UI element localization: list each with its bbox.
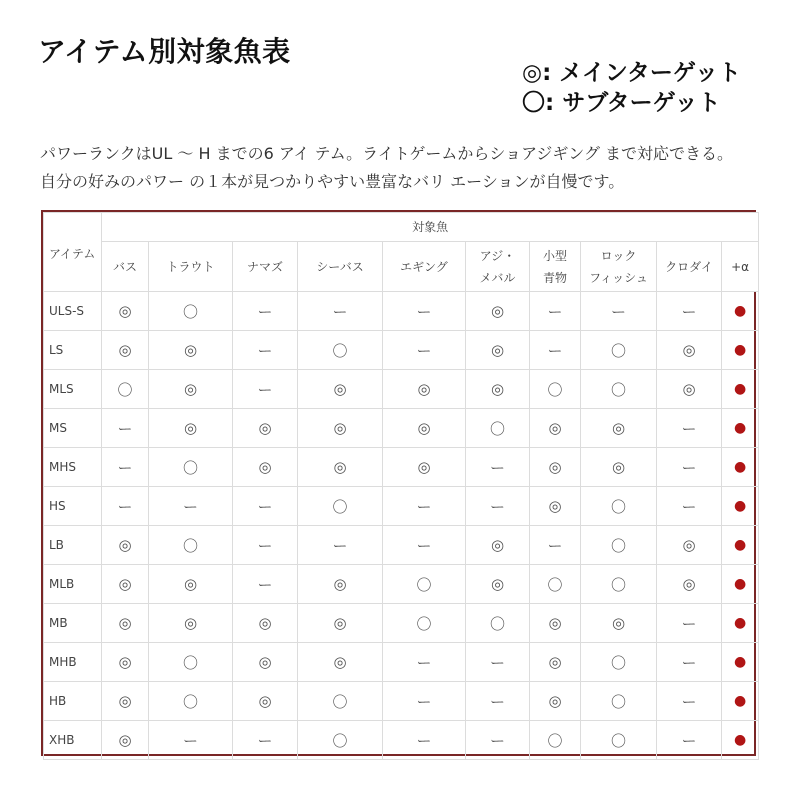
table-row (44, 448, 759, 487)
table-row (44, 370, 759, 409)
column-header-line1: クロダイ (665, 259, 713, 274)
target-mark: 〇 (581, 526, 657, 565)
target-mark: ー (657, 721, 722, 760)
target-mark: ◎ (102, 526, 149, 565)
target-mark: ◎ (466, 565, 530, 604)
column-header-line1: エギング (400, 259, 448, 274)
column-header-line1: ナマズ (246, 259, 283, 274)
intro-line-2: 自分の好みのパワー の１本が見つかりやすい豊富なバリ エーションが自慢です。 (40, 172, 625, 191)
target-mark: ー (657, 487, 722, 526)
table-row (44, 604, 759, 643)
target-mark: ◎ (298, 409, 383, 448)
plus-alpha-mark: ● (722, 721, 759, 760)
target-mark: ー (657, 682, 722, 721)
target-mark: 〇 (298, 487, 383, 526)
target-mark: ー (102, 409, 149, 448)
target-mark: 〇 (581, 643, 657, 682)
target-mark: ◎ (298, 370, 383, 409)
target-mark: ー (233, 721, 298, 760)
column-header-line1: 小型 (542, 248, 567, 263)
target-mark: ◎ (581, 448, 657, 487)
table-row (44, 409, 759, 448)
target-mark: ◎ (149, 604, 233, 643)
column-header-line2: 青物 (542, 270, 567, 285)
target-mark: 〇 (581, 565, 657, 604)
target-mark: 〇 (149, 448, 233, 487)
plus-alpha-mark: ● (722, 604, 759, 643)
target-mark: ー (233, 565, 298, 604)
target-mark: ◎ (581, 604, 657, 643)
target-mark: ◎ (298, 565, 383, 604)
plus-alpha-mark: ● (722, 526, 759, 565)
table-row (44, 565, 759, 604)
target-mark: ◎ (102, 565, 149, 604)
column-header (233, 242, 298, 292)
target-mark: ◎ (530, 448, 581, 487)
target-mark: ー (581, 292, 657, 331)
legend-sub: 〇: サブターゲット (522, 90, 721, 116)
target-mark: ー (383, 331, 466, 370)
target-mark: ー (657, 409, 722, 448)
target-mark: 〇 (530, 370, 581, 409)
table-row (44, 331, 759, 370)
target-mark: ー (383, 487, 466, 526)
target-mark: 〇 (149, 643, 233, 682)
plus-alpha-mark: ● (722, 643, 759, 682)
group-header: 対象魚 (102, 213, 759, 242)
target-mark: ー (102, 487, 149, 526)
target-mark: 〇 (530, 721, 581, 760)
target-mark: ◎ (657, 565, 722, 604)
target-mark: ◎ (233, 409, 298, 448)
target-mark: ー (383, 292, 466, 331)
intro-line-1: パワーランクはUL ～ H までの6 アイ テム。ライトゲームからショアジギング まで対応できる。 (40, 144, 734, 163)
target-mark: 〇 (149, 682, 233, 721)
target-mark: ◎ (530, 682, 581, 721)
target-mark: ◎ (298, 604, 383, 643)
column-header (466, 242, 530, 292)
table-row (44, 487, 759, 526)
column-header (149, 242, 233, 292)
item-name: MB (44, 604, 102, 643)
target-mark: ー (530, 526, 581, 565)
table-row (44, 682, 759, 721)
item-name: MHB (44, 643, 102, 682)
target-mark: ◎ (298, 448, 383, 487)
column-header (657, 242, 722, 292)
target-mark: ◎ (149, 409, 233, 448)
target-mark: ー (383, 526, 466, 565)
target-fish-table (41, 210, 756, 756)
target-mark: ◎ (383, 370, 466, 409)
target-mark: ー (233, 331, 298, 370)
plus-alpha-mark: ● (722, 331, 759, 370)
target-mark: ー (657, 643, 722, 682)
target-mark: ー (298, 526, 383, 565)
item-name: MS (44, 409, 102, 448)
target-mark: ー (298, 292, 383, 331)
target-mark: ー (466, 721, 530, 760)
target-mark: ◎ (233, 643, 298, 682)
target-mark: ◎ (657, 370, 722, 409)
target-mark: ◎ (102, 604, 149, 643)
target-mark: 〇 (581, 331, 657, 370)
target-mark: ◎ (657, 526, 722, 565)
target-mark: 〇 (581, 370, 657, 409)
target-mark: ◎ (233, 448, 298, 487)
target-mark: ー (383, 721, 466, 760)
item-header: アイテム (44, 213, 102, 292)
column-header (722, 242, 759, 292)
table-row (44, 721, 759, 760)
target-mark: ー (233, 370, 298, 409)
target-mark: ◎ (581, 409, 657, 448)
column-header-line1: アジ・ (479, 248, 516, 263)
target-mark: ー (233, 292, 298, 331)
target-mark: 〇 (581, 487, 657, 526)
item-name: XHB (44, 721, 102, 760)
target-mark: ◎ (149, 331, 233, 370)
item-name: MLS (44, 370, 102, 409)
target-mark: ◎ (102, 643, 149, 682)
target-mark: 〇 (581, 682, 657, 721)
target-mark: 〇 (298, 721, 383, 760)
target-mark: 〇 (530, 565, 581, 604)
target-mark: ー (466, 682, 530, 721)
column-header (383, 242, 466, 292)
item-name: HS (44, 487, 102, 526)
plus-alpha-mark: ● (722, 448, 759, 487)
intro-text (40, 140, 733, 196)
target-mark: ◎ (530, 643, 581, 682)
table-row (44, 643, 759, 682)
target-mark: ◎ (530, 487, 581, 526)
column-header (530, 242, 581, 292)
target-mark: ◎ (530, 409, 581, 448)
target-mark: ◎ (466, 331, 530, 370)
target-mark: ー (233, 526, 298, 565)
plus-alpha-mark: ● (722, 370, 759, 409)
target-mark: 〇 (102, 370, 149, 409)
target-mark: 〇 (466, 604, 530, 643)
item-name: LB (44, 526, 102, 565)
target-mark: ー (149, 721, 233, 760)
column-header-line1: +α (731, 259, 750, 274)
table-row (44, 292, 759, 331)
target-mark: ◎ (466, 370, 530, 409)
column-header-line1: バス (112, 259, 137, 274)
target-mark: 〇 (581, 721, 657, 760)
target-mark: 〇 (298, 331, 383, 370)
column-header (581, 242, 657, 292)
plus-alpha-mark: ● (722, 682, 759, 721)
target-mark: 〇 (298, 682, 383, 721)
target-mark: 〇 (149, 292, 233, 331)
target-mark: ー (383, 643, 466, 682)
target-mark: ー (102, 448, 149, 487)
plus-alpha-mark: ● (722, 487, 759, 526)
target-mark: ◎ (233, 682, 298, 721)
plus-alpha-mark: ● (722, 409, 759, 448)
target-mark: ◎ (102, 721, 149, 760)
target-mark: 〇 (149, 526, 233, 565)
item-name: HB (44, 682, 102, 721)
target-mark: ー (466, 643, 530, 682)
target-mark: ー (466, 448, 530, 487)
target-mark: ー (530, 331, 581, 370)
target-mark: ー (657, 604, 722, 643)
target-mark: 〇 (383, 604, 466, 643)
target-mark: ◎ (383, 448, 466, 487)
legend-main: ◎: メインターゲット (522, 60, 741, 86)
target-mark: ◎ (657, 331, 722, 370)
target-mark: ー (233, 487, 298, 526)
item-name: LS (44, 331, 102, 370)
column-header-line2: メバル (479, 270, 516, 285)
column-header (298, 242, 383, 292)
column-header-line1: トラウト (166, 259, 215, 274)
column-header-line1: ロック (600, 248, 637, 263)
page-title: アイテム別対象魚表 (38, 35, 291, 68)
item-name: MLB (44, 565, 102, 604)
column-header-line1: シーバス (316, 259, 364, 274)
target-mark: ー (657, 448, 722, 487)
target-mark: ー (530, 292, 581, 331)
column-header (102, 242, 149, 292)
item-name: MHS (44, 448, 102, 487)
target-mark: 〇 (466, 409, 530, 448)
target-mark: ◎ (233, 604, 298, 643)
target-mark: ◎ (149, 565, 233, 604)
target-mark: ー (466, 487, 530, 526)
legend (522, 58, 741, 118)
target-mark: ◎ (149, 370, 233, 409)
item-name: ULS-S (44, 292, 102, 331)
target-mark: ◎ (298, 643, 383, 682)
target-mark: ◎ (102, 682, 149, 721)
column-header-line2: フィッシュ (589, 270, 648, 285)
plus-alpha-mark: ● (722, 292, 759, 331)
table-row (44, 526, 759, 565)
target-mark: ◎ (102, 292, 149, 331)
target-mark: ◎ (383, 409, 466, 448)
plus-alpha-mark: ● (722, 565, 759, 604)
target-mark: ー (657, 292, 722, 331)
target-mark: ◎ (530, 604, 581, 643)
target-mark: 〇 (383, 565, 466, 604)
target-mark: ー (383, 682, 466, 721)
target-mark: ◎ (102, 331, 149, 370)
target-mark: ◎ (466, 292, 530, 331)
target-mark: ◎ (466, 526, 530, 565)
target-mark: ー (149, 487, 233, 526)
